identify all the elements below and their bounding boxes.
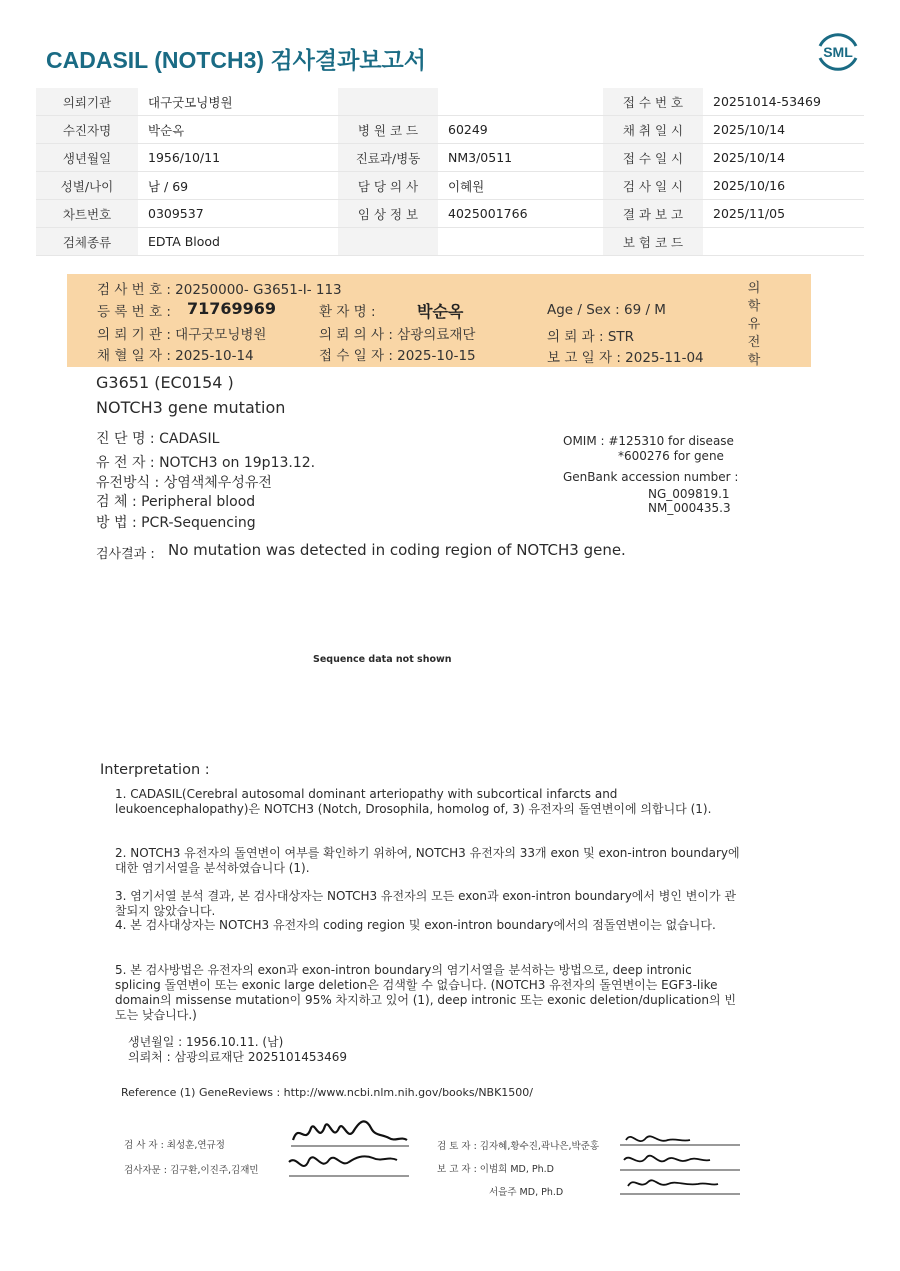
birth-date: 생년월일 : 1956.10.11. (남) (128, 1035, 284, 1049)
requesting-institution: 의 뢰 기 관 : 대구굿모닝병원 (97, 327, 267, 343)
requesting-department: 의 뢰 과 : STR (547, 329, 635, 345)
info-label-cell: 담 당 의 사 (338, 172, 438, 200)
test-result: No mutation was detected in coding region of NOTCH3 gene. (168, 541, 626, 559)
info-value-cell: 2025/10/14 (703, 116, 864, 144)
interpretation-item-5: 5. 본 검사방법은 유전자의 exon과 exon-intron boundary의 염기서열을 분석하는 방법으로, deep intronic splicing 돌연변이 또는 exonic large deletion은 검색할 수 없습니다. (NOTCH3 유전자의 돌연변이는 EGF3-like domain의 missense mutation이 95% 차지하고 있어 (1), deep intronic 또는 exonic deletion/duplication의 빈도는 낮습니다.) (115, 963, 736, 1022)
info-value-cell: 0309537 (138, 200, 338, 228)
age-sex: Age / Sex : 69 / M (547, 302, 666, 318)
info-value-cell: 박순옥 (138, 116, 338, 144)
advisors: 검사자문 : 김구환,이진주,김재민 (124, 1165, 259, 1176)
info-label-cell: 접 수 일 시 (603, 144, 703, 172)
sml-logo (814, 30, 862, 74)
test-name: NOTCH3 gene mutation (96, 398, 286, 417)
interpretation-item-2: 2. NOTCH3 유전자의 돌연변이 여부를 확인하기 위하여, NOTCH3 유전자의 33개 exon 및 exon-intron boundary에 대한 염기서열을 분석하였습니다 (1). (115, 846, 740, 875)
inheritance: 유전방식 : 상염색체우성유전 (96, 475, 272, 491)
collection-date: 채 혈 일 자 : 2025-10-14 (97, 348, 254, 364)
patient-name: 박순옥 (417, 302, 464, 321)
requesting-doctor: 의 뢰 의 사 : 삼광의료재단 (319, 327, 476, 343)
info-label-cell: 결 과 보 고 (603, 200, 703, 228)
info-label-cell: 수진자명 (36, 116, 138, 144)
info-value-cell: 4025001766 (438, 200, 603, 228)
info-row (36, 144, 864, 172)
test-number: 검 사 번 호 : 20250000- G3651-I- 113 (97, 282, 342, 298)
reporter-2: 서을주 MD, Ph.D (489, 1187, 564, 1198)
info-label-cell (338, 228, 438, 256)
sequence-note: Sequence data not shown (313, 654, 452, 665)
diagnosis: 진 단 명 : CADASIL (96, 431, 220, 447)
info-label-cell: 차트번호 (36, 200, 138, 228)
info-value-cell (438, 228, 603, 256)
info-label-cell: 보 험 코 드 (603, 228, 703, 256)
info-label-cell: 임 상 정 보 (338, 200, 438, 228)
reporter-1: 보 고 자 : 이범희 MD, Ph.D (437, 1164, 554, 1175)
gene: 유 전 자 : NOTCH3 on 19p13.12. (96, 455, 316, 471)
info-row (36, 172, 864, 200)
info-value-cell: 남 / 69 (138, 172, 338, 200)
department-vertical-label: 의 학 유 전 학 (747, 281, 761, 368)
examiners: 검 사 자 : 최성훈,연규정 (124, 1140, 225, 1151)
info-value-cell: NM3/0511 (438, 144, 603, 172)
info-label-cell: 생년월일 (36, 144, 138, 172)
specimen: 검 체 : Peripheral blood (96, 494, 256, 510)
registration-number: 71769969 (187, 299, 277, 318)
info-label-cell: 병 원 코 드 (338, 116, 438, 144)
info-label-cell: 성별/나이 (36, 172, 138, 200)
info-label-cell: 진료과/병동 (338, 144, 438, 172)
interpretation-item-3: 3. 염기서열 분석 결과, 본 검사대상자는 NOTCH3 유전자의 모든 exon과 exon-intron boundary에서 병인 변이가 관찰되지 않았습니다. (115, 889, 736, 918)
info-row (36, 200, 864, 228)
patient-info-table (36, 88, 864, 256)
info-value-cell: 2025/11/05 (703, 200, 864, 228)
info-value-cell: EDTA Blood (138, 228, 338, 256)
info-value-cell: 2025/10/14 (703, 144, 864, 172)
info-value-cell: 2025/10/16 (703, 172, 864, 200)
omim-gene: *600276 for gene (618, 449, 724, 463)
logo-text: SML (823, 44, 853, 60)
patient-name-label: 환 자 명 : (319, 304, 376, 320)
requester: 의뢰처 : 삼광의료재단 2025101453469 (128, 1050, 348, 1064)
report-date: 보 고 일 자 : 2025-11-04 (547, 350, 704, 366)
info-row (36, 88, 864, 116)
interpretation-heading: Interpretation : (100, 762, 210, 778)
info-label-cell (338, 88, 438, 116)
interpretation-item-1: 1. CADASIL(Cerebral autosomal dominant arteriopathy with subcortical infarcts and leukoencephalopathy)은 NOTCH3 (Notch, Drosophila, homolog of, 3) 유전자의 돌연변이에 의합니다 (1). (115, 787, 712, 816)
info-label-cell: 검체종류 (36, 228, 138, 256)
receipt-date: 접 수 일 자 : 2025-10-15 (319, 348, 476, 364)
omim-disease: OMIM : #125310 for disease (563, 434, 734, 448)
info-label-cell: 접 수 번 호 (603, 88, 703, 116)
info-value-cell: 이혜원 (438, 172, 603, 200)
info-label-cell: 의뢰기관 (36, 88, 138, 116)
info-value-cell (438, 88, 603, 116)
interpretation-item-4: 4. 본 검사대상자는 NOTCH3 유전자의 coding region 및 exon-intron boundary에서의 점돌연변이는 없습니다. (115, 918, 716, 932)
result-label: 검사결과 : (96, 547, 155, 562)
info-value-cell: 20251014-53469 (703, 88, 864, 116)
lab-header-band (67, 274, 811, 367)
reference: Reference (1) GeneReviews : http://www.ncbi.nlm.nih.gov/books/NBK1500/ (121, 1086, 534, 1099)
report-title: CADASIL (NOTCH3) 검사결과보고서 (46, 47, 426, 73)
info-label-cell: 채 취 일 시 (603, 116, 703, 144)
info-row (36, 228, 864, 256)
genbank-accession-1: NG_009819.1 (648, 487, 730, 501)
genbank-accession-2: NM_000435.3 (648, 501, 731, 515)
reviewers: 검 토 자 : 김자혜,황수진,곽나은,박준홍 (437, 1141, 599, 1152)
info-row (36, 116, 864, 144)
info-value-cell: 대구굿모닝병원 (138, 88, 338, 116)
info-value-cell: 60249 (438, 116, 603, 144)
info-value-cell: 1956/10/11 (138, 144, 338, 172)
reviewer-signatures (618, 1126, 742, 1198)
method: 방 법 : PCR-Sequencing (96, 515, 256, 531)
info-value-cell (703, 228, 864, 256)
examiner-signature (285, 1110, 415, 1182)
registration-label: 등 록 번 호 : (97, 304, 171, 320)
test-code: G3651 (EC0154 ) (96, 373, 234, 392)
info-label-cell: 검 사 일 시 (603, 172, 703, 200)
genbank-label: GenBank accession number : (563, 470, 739, 484)
